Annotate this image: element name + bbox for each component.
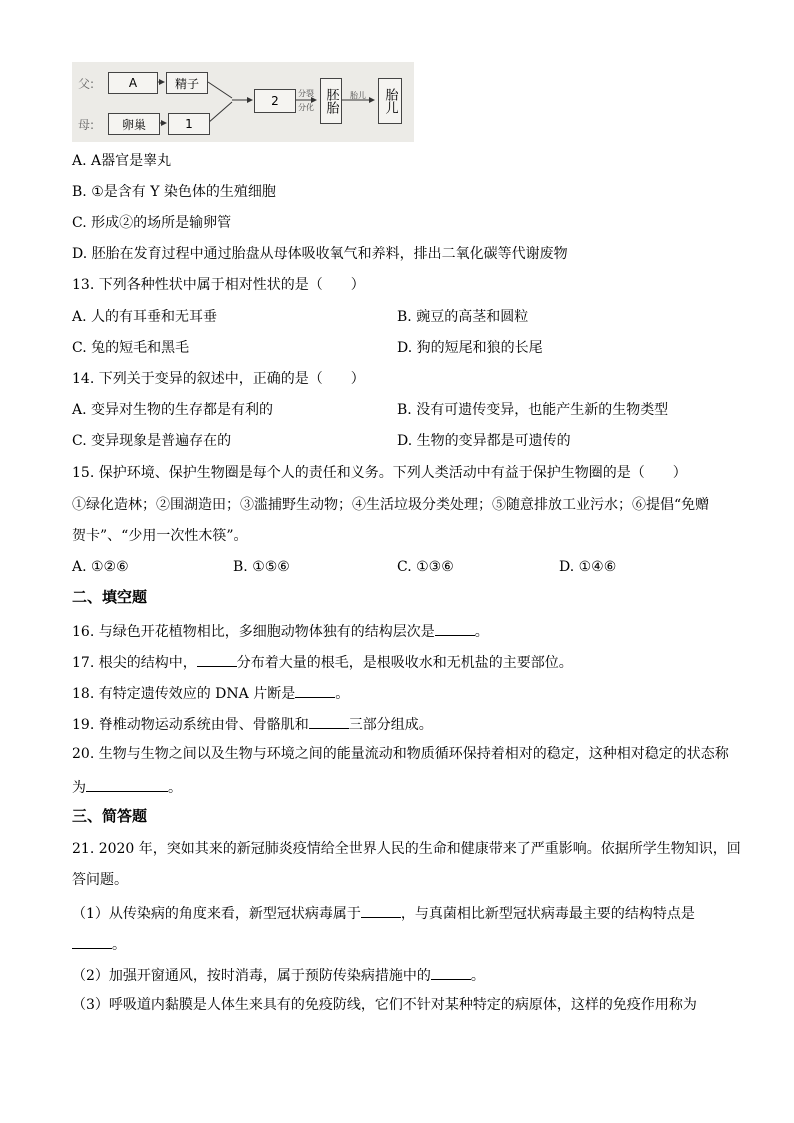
q16 bbox=[72, 621, 489, 641]
q21-part1-mid: ，与真菌相比新型冠状病毒最主要的结构特点是 bbox=[400, 906, 695, 922]
q12-option-a: A. A器官是睾丸 bbox=[72, 153, 172, 169]
q21-part1-text: （1）从传染病的角度来看，新型冠状病毒属于 bbox=[72, 906, 361, 922]
q15-option-d: D. ①④⑥ bbox=[559, 559, 617, 575]
reproduction-diagram bbox=[72, 62, 414, 142]
q16-text: 16. 与绿色开花植物相比，多细胞动物体独有的结构层次是 bbox=[72, 624, 435, 640]
q13-option-d: D. 狗的短尾和狼的长尾 bbox=[397, 340, 543, 356]
q21-part3: （3）呼吸道内黏膜是人体生来具有的免疫防线，它们不针对某种特定的病原体，这样的免疫作用称为 bbox=[72, 997, 697, 1013]
section-fill-blank-heading: 二、填空题 bbox=[72, 588, 148, 606]
q20-text: 为 bbox=[72, 780, 86, 796]
q17 bbox=[72, 652, 573, 672]
q18-end: 。 bbox=[335, 686, 350, 702]
q17-end: 分布着大量的根毛，是根吸收水和无机盐的主要部位。 bbox=[236, 655, 573, 671]
q21-part2 bbox=[72, 965, 485, 985]
divide-label: 分裂 bbox=[298, 89, 314, 98]
box-1: 1 bbox=[168, 113, 210, 135]
q19-blank bbox=[309, 714, 349, 729]
q19-end: 三部分组成。 bbox=[348, 717, 433, 733]
box-ovary: 卵巢 bbox=[108, 113, 160, 135]
q13-option-c: C. 兔的短毛和黑毛 bbox=[72, 340, 190, 356]
q14-option-b: B. 没有可遗传变异，也能产生新的生物类型 bbox=[397, 402, 669, 418]
q13-stem: 13. 下列各种性状中属于相对性状的是（ ） bbox=[72, 277, 365, 293]
q21-part2-text: （2）加强开窗通风，按时消毒，属于预防传染病措施中的 bbox=[72, 968, 431, 984]
q21-part1-blank2 bbox=[72, 934, 112, 949]
q16-blank bbox=[435, 621, 475, 636]
q13-option-a: A. 人的有耳垂和无耳垂 bbox=[72, 309, 218, 325]
q21-part1-cont bbox=[72, 934, 126, 954]
q21-part1 bbox=[72, 903, 695, 923]
q20-end: 。 bbox=[168, 780, 182, 796]
q17-text: 17. 根尖的结构中， bbox=[72, 655, 197, 671]
q20-line1: 20. 生物与生物之间以及生物与环境之间的能量流动和物质循环保持着相对的稳定，这种相对稳定的状态称 bbox=[72, 746, 729, 762]
box-a: A bbox=[108, 72, 158, 94]
q17-blank bbox=[197, 652, 237, 667]
q15-option-b: B. ①⑤⑥ bbox=[233, 559, 290, 575]
mother-label: 母: bbox=[78, 118, 95, 132]
q12-option-c: C. 形成②的场所是输卵管 bbox=[72, 215, 232, 231]
q15-stem: 15. 保护环境、保护生物圈是每个人的责任和义务。下列人类活动中有益于保护生物圈的是（ ） bbox=[72, 465, 687, 481]
q14-option-c: C. 变异现象是普遍存在的 bbox=[72, 433, 232, 449]
q18-text: 18. 有特定遗传效应的 DNA 片断是 bbox=[72, 686, 296, 702]
q16-end: 。 bbox=[474, 624, 489, 640]
q18 bbox=[72, 683, 349, 703]
q20-blank bbox=[86, 777, 168, 792]
q19-text: 19. 脊椎动物运动系统由骨、骨骼肌和 bbox=[72, 717, 309, 733]
q19 bbox=[72, 714, 433, 734]
box-embryo: 胚胎 bbox=[320, 78, 342, 124]
box-2: 2 bbox=[254, 89, 296, 113]
q21-part2-end: 。 bbox=[470, 968, 485, 984]
q14-option-d: D. 生物的变异都是可遗传的 bbox=[397, 433, 571, 449]
section-short-answer-heading: 三、简答题 bbox=[72, 807, 148, 825]
q14-stem: 14. 下列关于变异的叙述中，正确的是（ ） bbox=[72, 371, 365, 387]
father-label: 父: bbox=[78, 77, 95, 91]
differentiate-label: 分化 bbox=[298, 103, 314, 112]
q15-line3: 贺卡”、“少用一次性木筷”。 bbox=[72, 528, 248, 544]
q18-blank bbox=[295, 683, 335, 698]
q21-part1-blank1 bbox=[361, 903, 401, 918]
q21-line2: 答问题。 bbox=[72, 872, 128, 888]
q15-option-a: A. ①②⑥ bbox=[72, 559, 129, 575]
arrow-label: 胎儿 bbox=[350, 91, 366, 100]
box-sperm: 精子 bbox=[166, 72, 208, 94]
q15-option-c: C. ①③⑥ bbox=[397, 559, 454, 575]
q12-option-b: B. ①是含有 Y 染色体的生殖细胞 bbox=[72, 184, 276, 200]
box-fetus: 胎儿 bbox=[378, 78, 402, 124]
q12-option-d: D. 胚胎在发育过程中通过胎盘从母体吸收氧气和养料，排出二氧化碳等代谢废物 bbox=[72, 246, 568, 262]
q21-line1: 21. 2020 年，突如其来的新冠肺炎疫情给全世界人民的生命和健康带来了严重影响。依据所学生物知识，回 bbox=[72, 841, 741, 857]
q15-line2: ①绿化造林；②围湖造田；③滥捕野生动物；④生活垃圾分类处理；⑤随意排放工业污水；⑥提倡“免赠 bbox=[72, 497, 710, 513]
q20-line2 bbox=[72, 777, 182, 797]
q13-option-b: B. 豌豆的高茎和圆粒 bbox=[397, 309, 529, 325]
q21-part1-end: 。 bbox=[112, 937, 126, 953]
q14-option-a: A. 变异对生物的生存都是有利的 bbox=[72, 402, 274, 418]
q21-part2-blank bbox=[431, 965, 471, 980]
